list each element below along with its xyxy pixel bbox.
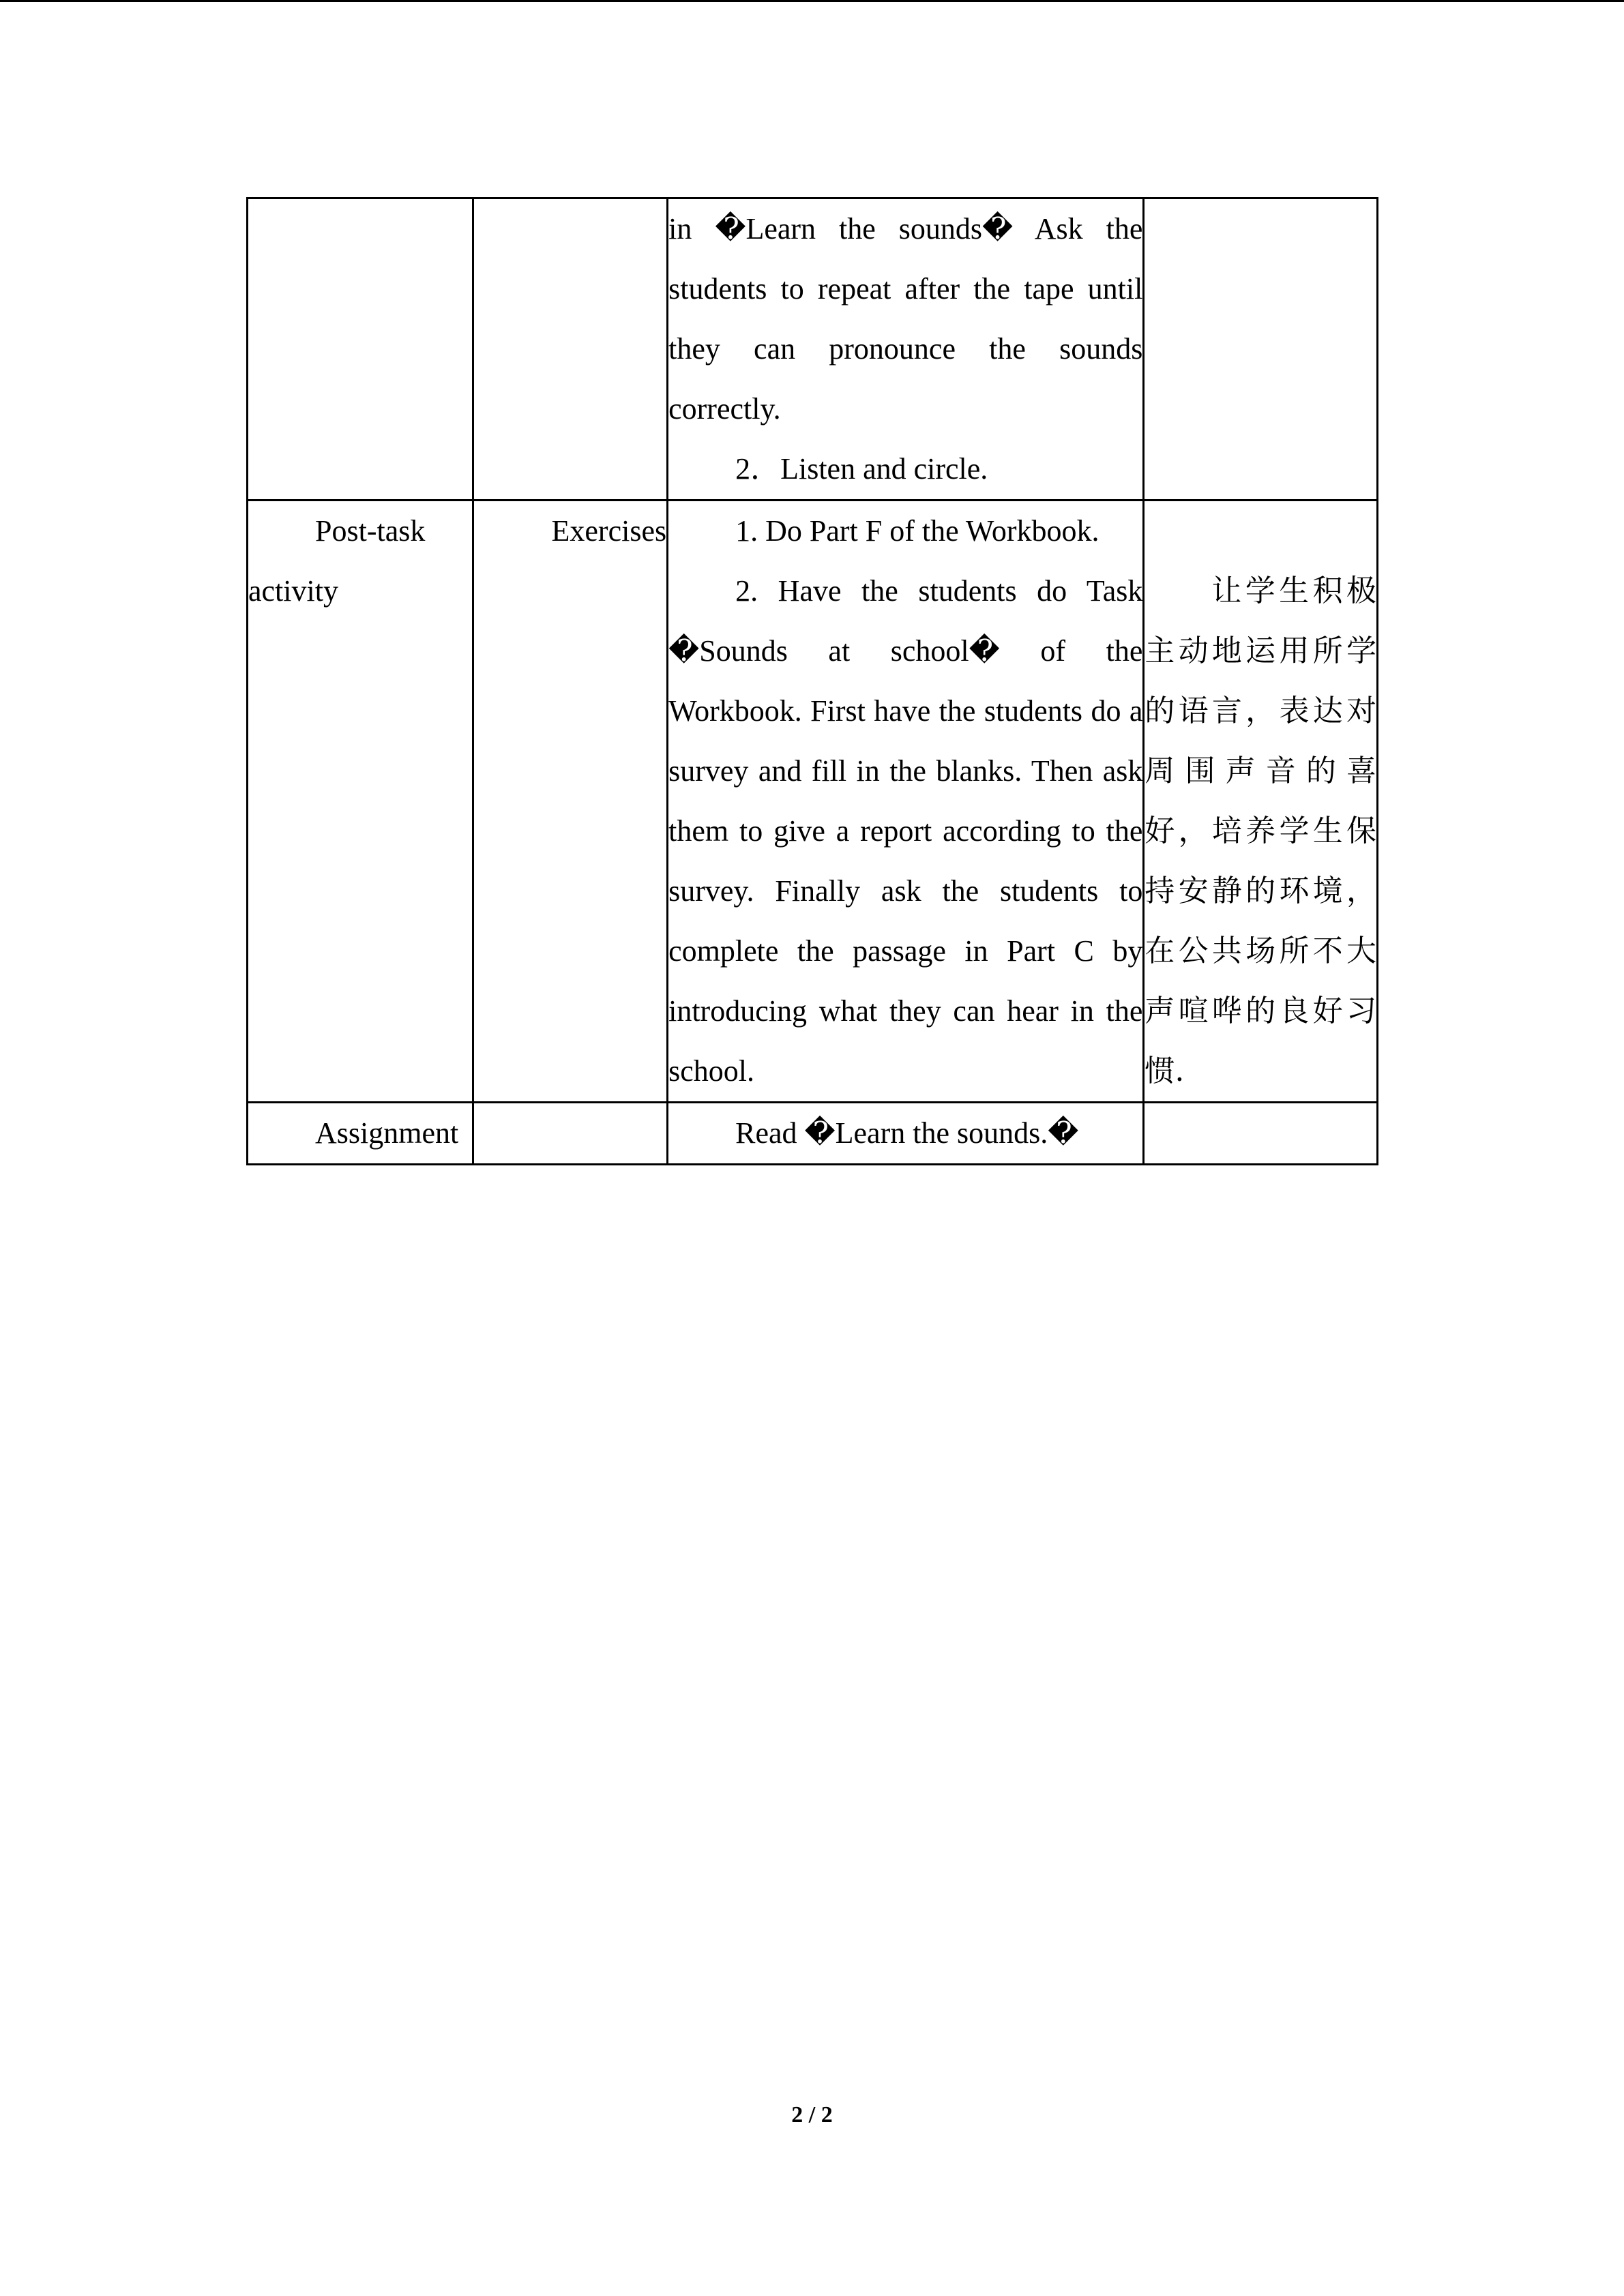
activity-cell bbox=[473, 198, 668, 501]
procedure-text: in �Learn the sounds� Ask the students to repeat after the tape until they can pronounce the sounds correctly. bbox=[668, 212, 1143, 426]
table-row bbox=[248, 501, 1378, 1103]
procedure-text: Read �Learn the sounds.� bbox=[735, 1116, 1079, 1150]
purpose-cell bbox=[1144, 501, 1378, 1103]
activity-cell bbox=[473, 501, 668, 1103]
procedure-cell bbox=[668, 1103, 1144, 1165]
procedure-item-1: 1. Do Part F of the Workbook. bbox=[735, 514, 1099, 548]
purpose-text: 让学生积极主动地运用所学的语言，表达对周围声音的喜好，培养学生保持安静的环境，在公共场所不大声喧哗的良好习惯. bbox=[1145, 573, 1376, 1088]
stage-cell bbox=[248, 1103, 473, 1165]
purpose-cell bbox=[1144, 198, 1378, 501]
procedure-cell bbox=[668, 501, 1144, 1103]
lesson-plan-table bbox=[246, 197, 1378, 1165]
page-number: 2 / 2 bbox=[791, 2102, 833, 2128]
stage-label: Post-task activity bbox=[248, 514, 426, 608]
activity-label: Exercises bbox=[551, 514, 667, 548]
table-row bbox=[248, 1103, 1378, 1165]
procedure-cell bbox=[668, 198, 1144, 501]
stage-cell bbox=[248, 501, 473, 1103]
stage-cell bbox=[248, 198, 473, 501]
page-top-border bbox=[0, 0, 1624, 2]
procedure-item-2: 2. Have the students do Task �Sounds at school� of the Workbook. First have the students do a survey and fill in the blanks. Then ask them to give a report according to the survey. Finally ask the students to complete the passage in Part C by introducing what they can hear in the school. bbox=[668, 574, 1143, 1088]
activity-cell bbox=[473, 1103, 668, 1165]
stage-label: Assignment bbox=[315, 1116, 459, 1150]
procedure-item-2: 2．Listen and circle. bbox=[735, 452, 988, 486]
table-row bbox=[248, 198, 1378, 501]
purpose-cell bbox=[1144, 1103, 1378, 1165]
